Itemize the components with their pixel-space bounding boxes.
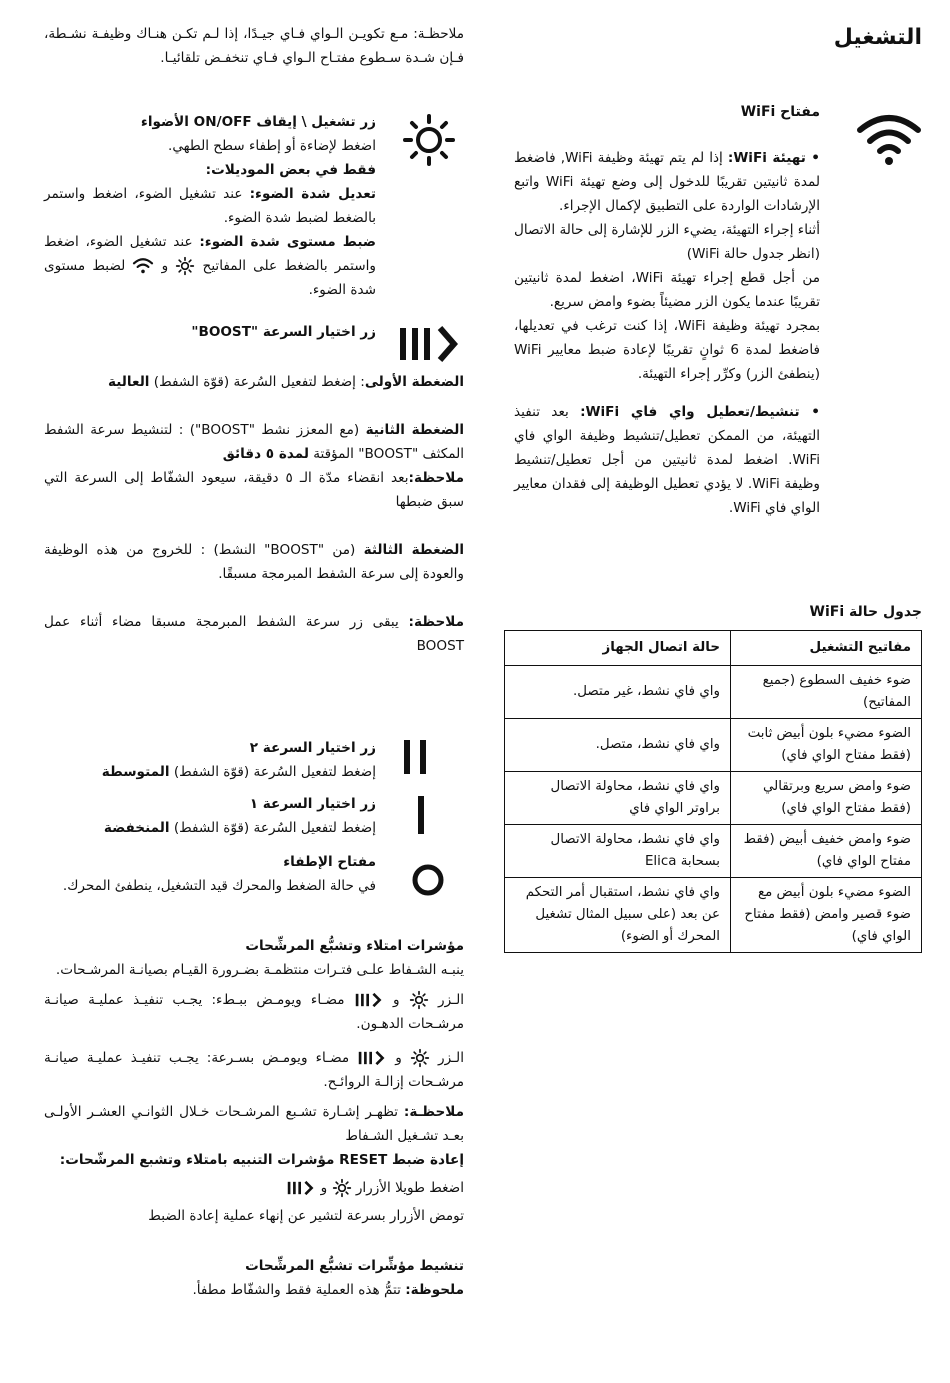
wifi-setup-text: إذا لم يتم تهيئة وظيفة WiFi, فاضغط لمدة ثانيتين تقريبًا للدخول إلى وضع تهيئة WiFi واتبع الإرشادات الواردة على التطبيق لإكمال الإجراء. — [514, 150, 820, 214]
table-cell: واي فاي نشط، متصل. — [505, 719, 731, 772]
speed1-text: إضغط لتفعيل السُرعة (قوّة الشفط) — [169, 820, 376, 836]
boost-title: زر اختيار السرعة "BOOST" — [191, 324, 376, 340]
speed1-icon — [394, 792, 464, 836]
boost-first-bold: العالية — [108, 374, 150, 390]
light-level-text-b: لضبط مستوى شدة الضوء. — [44, 258, 376, 298]
boost-note-label: ملاحظة: — [408, 614, 464, 630]
speed2-bold: المتوسطة — [101, 764, 170, 780]
light-button-section — [44, 110, 464, 302]
wifi-setup-reset: بمجرد تهيئة وظيفة WiFi، إذا كنت ترغب في تعديلها، فاضغط لمدة 6 ثوانٍ تقريبًا لإعادة ضبط معايير WiFi (ينطفئ الزر) وكرِّر إجراء التهيئة. — [514, 318, 820, 382]
off-text: في حالة الضغط والمحرك قيد التشغيل، ينطفئ المحرك. — [62, 878, 376, 894]
boost-details — [44, 370, 464, 658]
speed1-button-section — [44, 792, 464, 840]
boost-title-wrap — [44, 320, 376, 344]
table-cell: ضوء خفيف السطوع (جميع المفاتيح) — [731, 666, 922, 719]
light-level-text: عند تشغيل الضوء، اضغط واستمر بالضغط على المفاتيح — [44, 234, 376, 274]
boost-icon — [286, 1179, 316, 1197]
boost-third-label: الضغطة الثالثة — [363, 542, 464, 558]
status-table-title: جدول حالة WiFi — [809, 604, 922, 620]
page-title: التشغيل — [833, 25, 922, 50]
filters-note-label: ملاحظـة: — [403, 1104, 464, 1120]
off-button-section — [44, 850, 464, 898]
wifi-toggle-text: بعد تنفيذ التهيئة، من الممكن تعطيل/تنشيط وظيفة الواي فاي WiFi. اضغط لمدة ثانيتين من أجل تعطيل/تنشيط وظيفة WiFi. لا يؤدي تعطيل الوظيفة إلى فقدان معايير الواي فاي WiFi. — [514, 404, 820, 516]
boost-icon — [394, 320, 464, 370]
filters-note-text: تظهـر إشـارة تشـبع المرشـحات خـلال الثوانـي العشـر الأولـى بعـد تشـغيل الشـفاط — [44, 1104, 464, 1144]
filters-reset-title: إعادة ضبط RESET مؤشرات التنبيه بامتلاء وتشبع المرشّحات: — [59, 1152, 464, 1168]
filters-and-3: و — [320, 1180, 328, 1196]
table-cell: واي فاي نشط، استقبال أمر التحكم عن بعد (على سبيل المثال تشغيل المحرك أو الضوء) — [505, 878, 731, 953]
light-title: زر تشغيل \ إيقاف ON/OFF الأضواء — [140, 114, 376, 130]
light-adjust-text: عند تشغيل الضوء، اضغط واستمر بالضغط لضبط شدة الضوء. — [44, 186, 376, 226]
table-cell: واي فاي نشط، غير متصل. — [505, 666, 731, 719]
table-row — [505, 719, 922, 772]
filters-reset-text-b: تومض الأزرار بسرعة لتشير عن إنهاء عملية إعادة الضبط — [148, 1208, 464, 1224]
wifi-instructions — [514, 146, 820, 534]
boost-note-text: يبقى زر سرعة الشفط المبرمجة مسبقا مضاء أثناء عمل BOOST — [44, 614, 464, 654]
filters-grease-text: مضـاء ويومـض ببـطء: يجـب تنفيـذ عمليـة صيانـة مرشـحات الدهـون. — [44, 992, 464, 1032]
light-bulb-icon — [175, 256, 195, 276]
boost-second-bold: لمدة ٥ دقائق — [222, 446, 309, 462]
speed2-text: إضغط لتفعيل السُرعة (قوّة الشفط) — [169, 764, 376, 780]
filters-and: و — [393, 992, 400, 1008]
table-cell: الضوء مضيء بلون أبيض مع ضوء قصير وامض (فقط مفتاح الواي فاي) — [731, 878, 922, 953]
light-level-label: ضبط مستوى شدة الضوء: — [199, 234, 377, 250]
boost-second-note-label: ملاحظة: — [408, 470, 464, 486]
boost-icon — [354, 991, 384, 1009]
wifi-setup-label: • تهيئة WiFi: — [727, 150, 820, 166]
table-cell: ضوء وامض سريع وبرتقالي (فقط مفتاح الواي فاي) — [731, 772, 922, 825]
filters-odor-text: مضـاء ويومـض بسـرعة: يجـب تنفيـذ عمليـة صيانـة مرشـحات إزالـة الروائـح. — [44, 1050, 464, 1090]
off-title: مفتاح الإطفاء — [283, 854, 376, 870]
speed2-icon — [394, 736, 464, 776]
wifi-icon — [856, 112, 922, 166]
light-bulb-icon — [410, 1048, 430, 1068]
light-bulb-icon — [332, 1178, 352, 1198]
wifi-status-table — [504, 630, 922, 953]
filters-reset-text-a: اضغط طويلا الأزرار — [355, 1180, 464, 1196]
boost-button-section — [44, 320, 464, 344]
filters-section — [44, 934, 464, 1302]
filters-intro: ينبـه الشـفاط علـى فتـرات منتظمـة بضـرورة القيـام بصيانـة المرشـحات. — [55, 962, 464, 978]
table-header-row — [505, 631, 922, 666]
light-text — [44, 110, 376, 302]
light-adjust-label: تعديل شدة الضوء: — [249, 186, 376, 202]
speed1-title: زر اختيار السرعة ١ — [249, 796, 376, 812]
col-header-status: حالة اتصال الجهاز — [505, 631, 731, 666]
col-header-buttons: مفاتيح التشغيل — [731, 631, 922, 666]
power-off-icon — [394, 850, 464, 900]
wifi-setup-status: أثناء إجراء التهيئة، يضيء الزر للإشارة إلى حالة الاتصال (انظر جدول حالة WiFi) — [514, 222, 820, 262]
boost-second-label: الضغطة الثانية — [365, 422, 464, 438]
light-desc: اضغط لإضاءة أو إطفاء سطح الطهي. — [168, 138, 376, 154]
filters-activate-text: تتمُّ هذه العملية فقط والشفّاط مطفأ. — [192, 1282, 406, 1298]
table-cell: واي فاي نشط، محاولة الاتصال براوتر الواي فاي — [505, 772, 731, 825]
boost-third-text: (من "BOOST" النشط) : للخروج من هذه الوظيفة والعودة إلى سرعة الشفط المبرمجة مسبقًا. — [44, 542, 464, 582]
boost-icon — [357, 1049, 387, 1067]
wifi-setup-paragraph — [514, 146, 820, 386]
light-only-some: فقط في بعض الموديلات: — [205, 162, 376, 178]
boost-first-label: الضغطة الأولى — [364, 374, 464, 390]
filters-activate-label: ملحوظة: — [405, 1282, 464, 1298]
table-row — [505, 878, 922, 953]
speed2-button-section — [44, 736, 464, 784]
filters-btn-prefix-2: الـزر — [438, 1050, 464, 1066]
boost-first-text: : إضغط لتفعيل السُرعة (قوّة الشفط) — [149, 374, 365, 390]
boost-second-text: (مع المعزز نشط "BOOST") : لتنشيط سرعة الشفط المكثف "BOOST" المؤقتة — [44, 422, 464, 462]
wifi-icon — [132, 257, 154, 275]
filters-activate-title: تنشيط مؤشِّرات تشبُّع المرشِّحات — [245, 1258, 464, 1274]
speed2-title: زر اختيار السرعة ٢ — [249, 740, 376, 756]
table-row — [505, 666, 922, 719]
speed1-bold: المنخفضة — [103, 820, 170, 836]
table-row — [505, 825, 922, 878]
light-level-and: و — [161, 258, 169, 274]
light-bulb-icon — [409, 990, 429, 1010]
table-row — [505, 772, 922, 825]
wifi-section-title: مفتاح WiFi — [740, 104, 820, 120]
boost-second-note: بعد انقضاء مدّة الـ ٥ دقيقة، سيعود الشفّاط إلى السرعة التي سبق ضبطها — [44, 470, 464, 510]
wifi-setup-cancel: من أجل قطع إجراء تهيئة WiFi، اضغط لمدة ثانيتين تقريبًا عندما يكون الزر مضيئاً بضوء وامض سريع. — [514, 270, 820, 310]
light-bulb-icon — [394, 110, 464, 170]
wifi-brightness-note: ملاحظـة: مـع تكويـن الـواي فـاي جيـدًا، إذا لـم تكـن هنـاك وظيفـة نشـطة، فـإن شـدة سـطوع مفتـاح الـواي فـاي تنخفـض تلقائيـا. — [44, 26, 464, 66]
filters-title: مؤشرات امتلاء وتشبُّع المرشِّحات — [245, 938, 464, 954]
table-cell: واي فاي نشط، محاولة الاتصال بسحابة Elica — [505, 825, 731, 878]
table-cell: ضوء وامض خفيف أبيض (فقط مفتاح الواي فاي) — [731, 825, 922, 878]
table-cell: الضوء مضيء بلون أبيض ثابت (فقط مفتاح الواي فاي) — [731, 719, 922, 772]
wifi-toggle-label: • تنشيط/تعطيل واي فاي WiFi: — [580, 404, 820, 420]
wifi-toggle-paragraph — [514, 400, 820, 520]
filters-btn-prefix: الـزر — [438, 992, 465, 1008]
filters-and-2: و — [395, 1050, 402, 1066]
